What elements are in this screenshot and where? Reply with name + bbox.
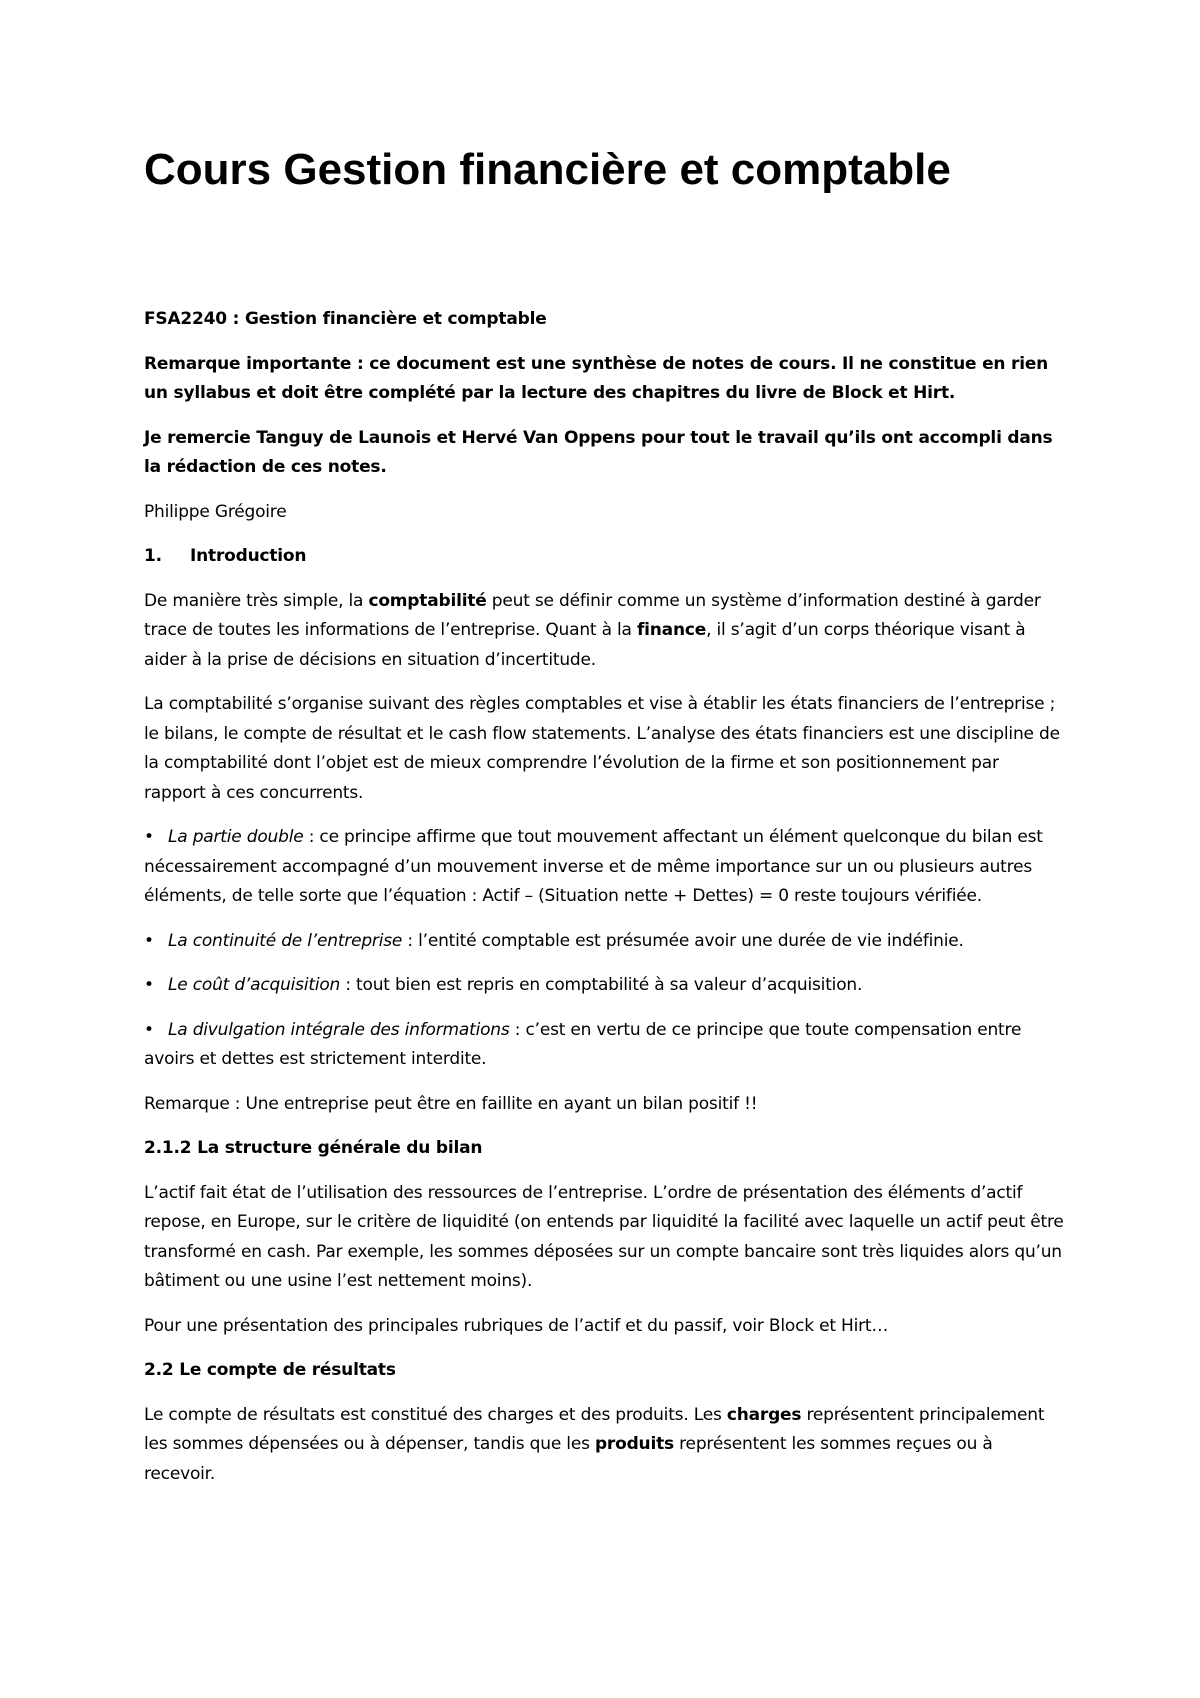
bullet-term: Le coût d’acquisition (168, 975, 341, 995)
intro-paragraph (144, 587, 1064, 676)
presentation-paragraph: Pour une présentation des principales rubriques de l’actif et du passif, voir Block et Hirt… (144, 1315, 889, 1336)
intro-term-finance: finance (636, 620, 707, 640)
bullet-term: La continuité de l’entreprise (168, 930, 403, 951)
bullet-glyph: • (144, 975, 154, 995)
thanks-paragraph: Je remercie Tanguy de Launois et Hervé Van Oppens pour tout le travail qu’ils ont accompli dans la rédaction de ces notes. (144, 427, 1053, 477)
intro-text-1: De manière très simple, la (144, 590, 369, 611)
resultats-term-charges: charges (726, 1404, 802, 1425)
intro-text-3: , il s’agit d’un corps théorique visant à aider à la prise de décisions en situation d’incertitude. (144, 620, 1026, 670)
section-heading-bilan: 2.1.2 La structure générale du bilan (144, 1138, 483, 1158)
bullet-text: : l’entité comptable est présumée avoir une durée de vie indéfinie. (402, 930, 964, 951)
bullet-term: La divulgation intégrale des informations (168, 1019, 510, 1040)
bullet-item (144, 927, 1064, 957)
section-number: 1. (144, 546, 162, 566)
title-spacer (144, 200, 1064, 305)
bullet-item (144, 971, 1064, 1001)
resultats-text-3: représentent les sommes reçues ou à recevoir. (144, 1434, 993, 1484)
bullet-glyph: • (144, 827, 154, 847)
bullet-item (144, 823, 1064, 912)
bullet-text: : tout bien est repris en comptabilité à sa valeur d’acquisition. (340, 975, 863, 995)
bullet-glyph: • (144, 930, 154, 951)
bullet-glyph: • (144, 1019, 154, 1040)
author-name: Philippe Grégoire (144, 501, 287, 522)
important-remark (144, 350, 1064, 409)
section-heading-introduction (144, 542, 1064, 572)
resultats-text-1: Le compte de résultats est constitué des charges et des produits. Les (144, 1404, 727, 1425)
important-remark-label: Remarque importante (144, 353, 352, 374)
actif-paragraph: L’actif fait état de l’utilisation des ressources de l’entreprise. L’ordre de présentation des éléments d’actif repose, en Europe, sur le critère de liquidité (on entends par liquidité la facilité avec laquelle un actif peut être transformé en cash. Par exemple, les sommes déposées sur un compte bancaire sont très liquides alors qu’un bâtiment ou une usine l’est nettement moins). (144, 1182, 1064, 1291)
important-remark-text: : ce document est une synthèse de notes de cours. Il ne constitue en rien un syllabus et doit être complété par la lecture des chapitres du livre de Block et Hirt. (144, 353, 1049, 403)
remark-faillite: Remarque : Une entreprise peut être en faillite en ayant un bilan positif !! (144, 1093, 758, 1114)
section-title: Introduction (190, 546, 307, 566)
bullet-term: La partie double (168, 827, 304, 847)
document-title: Cours Gestion financière et comptable (144, 145, 951, 194)
bullet-item (144, 1016, 1064, 1075)
document-body (144, 140, 1064, 1504)
intro-text-2: peut se définir comme un système d’information destiné à garder trace de toutes les informations de l’entreprise. Quant à la (144, 590, 1041, 640)
resultats-text-2: représentent principalement les sommes dépensées ou à dépenser, tandis que les (144, 1404, 1045, 1454)
bullet-text: : c’est en vertu de ce principe que toute compensation entre avoirs et dettes est strictement interdite. (144, 1019, 1022, 1069)
intro-term-comptabilite: comptabilité (368, 590, 487, 611)
comptabilite-paragraph: La comptabilité s’organise suivant des règles comptables et vise à établir les états financiers de l’entreprise ; le bilans, le compte de résultat et le cash flow statements. L’analyse des états financiers est une discipline de la comptabilité dont l’objet est de mieux comprendre l’évolution de la firme et son positionnement par rapport à ces concurrents. (144, 694, 1060, 803)
resultats-paragraph (144, 1401, 1064, 1490)
section-heading-resultats: 2.2 Le compte de résultats (144, 1360, 396, 1380)
course-code-line: FSA2240 : Gestion financière et comptable (144, 309, 547, 329)
bullet-text: : ce principe affirme que tout mouvement affectant un élément quelconque du bilan est nécessairement accompagné d’un mouvement inverse et de même importance sur un ou plusieurs autres éléments, de telle sorte que l’équation : Actif – (Situation nette + Dettes) = 0 reste toujours vérifiée. (144, 827, 1043, 906)
resultats-term-produits: produits (594, 1434, 674, 1454)
